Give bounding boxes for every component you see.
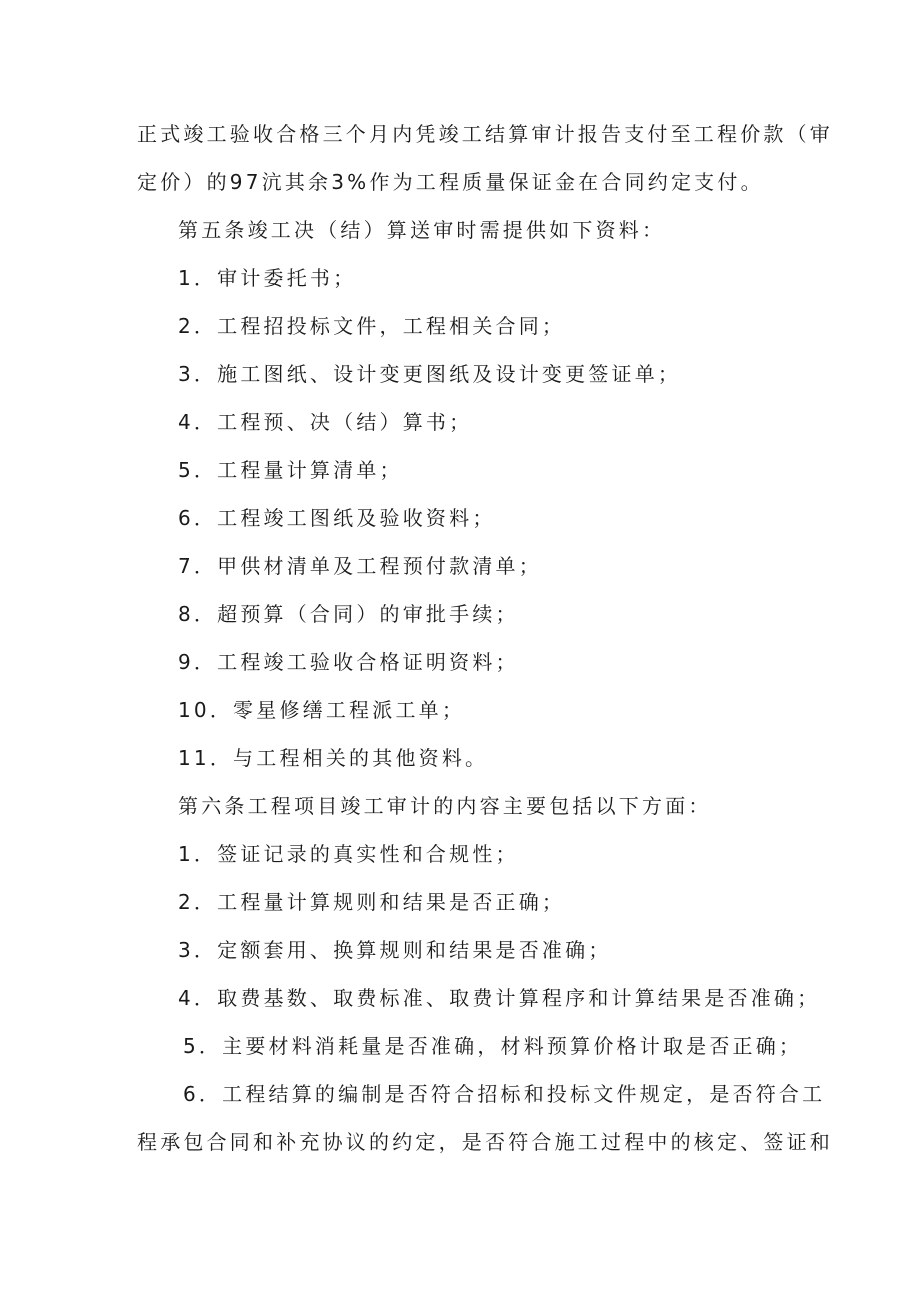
list-item: 2．工程招投标文件，工程相关合同； xyxy=(178,314,566,338)
list-item: 9．工程竣工验收合格证明资料； xyxy=(178,650,519,674)
paragraph-line: 正式竣工验收合格三个月内凭竣工结算审计报告支付至工程价款（审 xyxy=(137,122,833,146)
paragraph-line: 程承包合同和补充协议的约定，是否符合施工过程中的核定、签证和 xyxy=(137,1130,833,1154)
list-item: 4．工程预、决（结）算书； xyxy=(178,410,473,434)
list-item: 10．零星修缮工程派工单； xyxy=(178,698,466,722)
list-item: 5．工程量计算清单； xyxy=(178,458,403,482)
list-item: 5．主要材料消耗量是否准确，材料预算价格计取是否正确； xyxy=(183,1034,803,1058)
list-item: 6．工程竣工图纸及验收资料； xyxy=(178,506,496,530)
list-item: 6．工程结算的编制是否符合招标和投标文件规定，是否符合工 xyxy=(183,1082,826,1106)
list-item: 2．工程量计算规则和结果是否正确； xyxy=(178,890,566,914)
list-item: 1．审计委托书； xyxy=(178,266,357,290)
section-heading-5: 第五条竣工决（结）算送审时需提供如下资料： xyxy=(178,218,666,242)
list-item: 8．超预算（合同）的审批手续； xyxy=(178,602,519,626)
list-item: 1．签证记录的真实性和合规性； xyxy=(178,842,519,866)
list-item: 3．施工图纸、设计变更图纸及设计变更签证单； xyxy=(178,362,682,386)
list-item: 3．定额套用、换算规则和结果是否准确； xyxy=(178,938,612,962)
section-heading-6: 第六条工程项目竣工审计的内容主要包括以下方面： xyxy=(178,794,712,818)
paragraph-line: 定价）的97沆其余3%作为工程质量保证金在合同约定支付。 xyxy=(137,170,764,194)
list-item: 4．取费基数、取费标准、取费计算程序和计算结果是否准确； xyxy=(178,986,821,1010)
list-item: 7．甲供材清单及工程预付款清单； xyxy=(178,554,542,578)
list-item: 11．与工程相关的其他资料。 xyxy=(178,746,489,770)
